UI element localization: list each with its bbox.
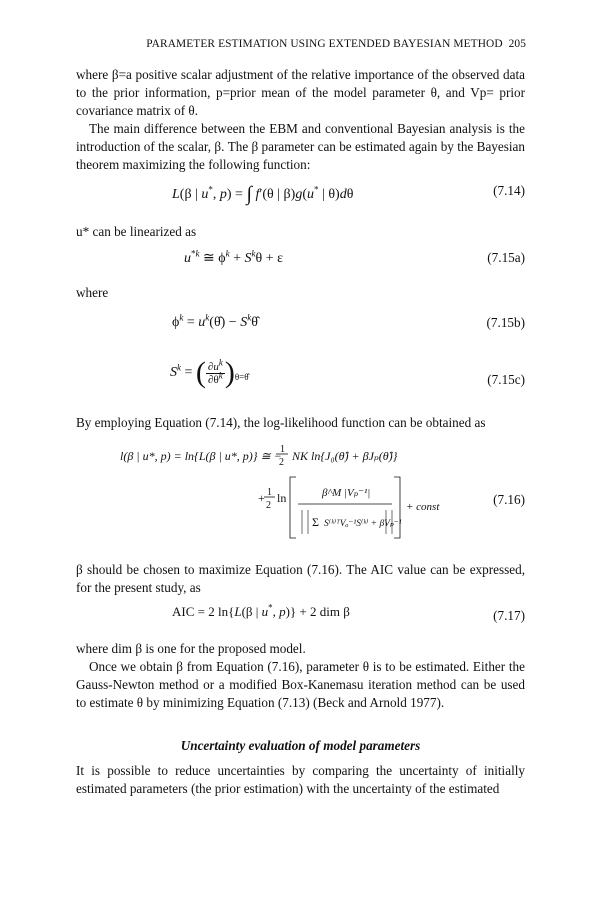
- paragraph-dim-beta: where dim β is one for the proposed model.: [76, 641, 306, 656]
- svg-text:+: +: [258, 491, 265, 505]
- svg-text:l(β | u*, p) = ln{L(β | u*, p): l(β | u*, p) = ln{L(β | u*, p)} ≅ −: [120, 449, 282, 463]
- section-heading: Uncertainty evaluation of model parameters: [180, 738, 421, 753]
- equation-7-15c: $S^k$ = ( $\frac{\partial u^k}{\partial\theta^k}$ )$_{\theta=\thetâ}$ (7.15c): [170, 356, 525, 389]
- paragraph-choose-beta: β should be chosen to maximize Equation (7.16). The AIC value can be expressed, for the present study, as: [76, 562, 525, 595]
- svg-text:β^M |Vₚ⁻¹|: β^M |Vₚ⁻¹|: [322, 487, 371, 499]
- equation-7-17: AIC = 2 ln{L(β | u*, p)} + 2 dim β (7.17): [172, 602, 525, 623]
- running-header: [76, 38, 526, 50]
- const-term: + const: [406, 501, 440, 513]
- equation-number-7-15a: (7.15a): [487, 250, 525, 265]
- equation-7-16: [76, 440, 525, 550]
- svg-text:ln: ln: [277, 491, 287, 505]
- running-title: PARAMETER ESTIMATION USING EXTENDED BAYESIAN METHOD: [146, 38, 503, 50]
- equation-7-15b: $\phi^k$ = $u^k(\thetâ)$ − $S^k\thetâ$ (7.15b): [172, 312, 525, 330]
- equation-number-7-15b: (7.15b): [486, 315, 525, 330]
- paragraph-estimate-theta: Once we obtain β from Equation (7.16), parameter θ is to be estimated. Either the Gauss-Newton method or a modified Box-Kanemasu iteration method can be used to estimate θ by minimizing Equation (7.13) (Beck and Arnold 1977).: [76, 659, 525, 710]
- paragraph-definitions: where β=a positive scalar adjustment of the relative importance of the observed data to the prior information, p=prior mean of the model parameter θ, and Vp= prior covariance matrix of θ.: [76, 67, 525, 118]
- equation-7-16-graphic: [76, 440, 525, 550]
- svg-text:1: 1: [267, 487, 272, 498]
- equation-number-7-17: (7.17): [493, 608, 525, 623]
- paragraph-ebm-difference: The main difference between the EBM and conventional Bayesian analysis is the introduction of the scalar, β. The β parameter can be estimated again by the Bayesian theorem maximizing the following function:: [76, 121, 525, 172]
- svg-text:1: 1: [280, 444, 285, 455]
- paragraph-log-likelihood: By employing Equation (7.14), the log-likelihood function can be obtained as: [76, 415, 486, 430]
- paragraph-where: where: [76, 285, 109, 300]
- svg-text:2: 2: [266, 500, 271, 511]
- svg-text:NK ln{J₀(θ̂) + βJₚ(θ̂)}: NK ln{J₀(θ̂) + βJₚ(θ̂)}: [292, 449, 398, 463]
- equation-number-7-15c: (7.15c): [487, 372, 525, 387]
- page-number: 205: [508, 38, 526, 50]
- svg-text:S⁽ᵏ⁾ᵀVₐ⁻¹S⁽ᵏ⁾ + βVₚ⁻¹: S⁽ᵏ⁾ᵀVₐ⁻¹S⁽ᵏ⁾ + βVₚ⁻¹: [324, 519, 402, 529]
- svg-text:Σ: Σ: [312, 515, 319, 529]
- equation-7-14: L(β | u*, p) = ∫ f′(θ | β)g(u* | θ)dθ (7.14): [172, 183, 525, 205]
- paragraph-uncertainty: It is possible to reduce uncertainties by comparing the uncertainty of initially estimated parameters (the prior estimation) with the uncertainty of the estimated: [76, 763, 525, 796]
- paragraph-linearized: u* can be linearized as: [76, 224, 197, 239]
- equation-number-7-14: (7.14): [493, 183, 525, 198]
- equation-7-15a: $u^{*k}$ ≅ $\phi^k + S^k\theta + \varepsilon$ (7.15a): [184, 248, 525, 266]
- equation-number-7-16: (7.16): [493, 492, 525, 507]
- svg-text:2: 2: [279, 457, 284, 468]
